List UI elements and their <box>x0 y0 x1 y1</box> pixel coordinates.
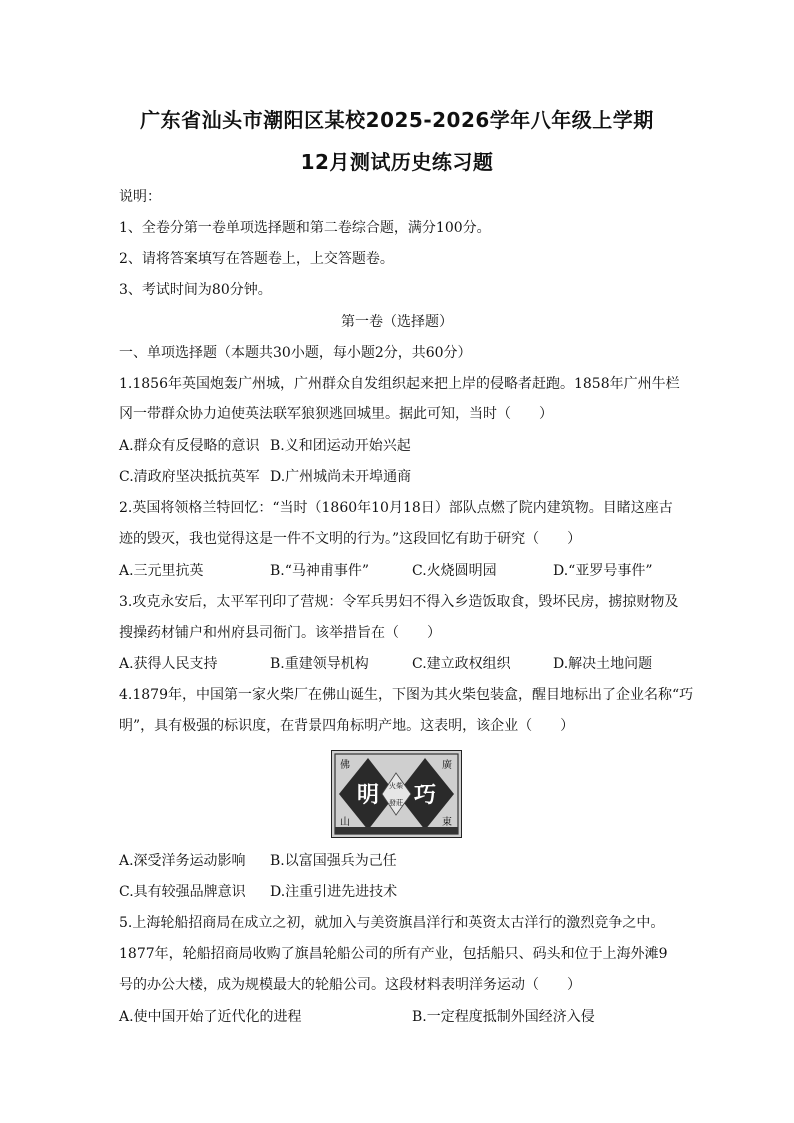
q1-option-d: D.广州城尚未开埠通商 <box>270 469 412 485</box>
q2-option-a: A.三元里抗英 <box>119 563 204 579</box>
note-item: 1、全卷分第一卷单项选择题和第二卷综合题，满分100分。 <box>119 220 491 236</box>
question-5-line: 号的办公大楼，成为规模最大的轮船公司。这段材料表明洋务运动（ ） <box>119 977 581 993</box>
section-title: 第一卷（选择题） <box>341 314 453 330</box>
matchbox-label-image <box>331 750 462 838</box>
logo-corner-dong: 東 <box>442 817 452 828</box>
question-5-line: 5.上海轮船招商局在成立之初，就加入与美资旗昌洋行和英资太古洋行的激烈竞争之中。 <box>119 915 665 931</box>
logo-corner-shan: 山 <box>340 817 350 828</box>
q1-option-a: A.群众有反侵略的意识 <box>119 438 260 454</box>
q3-option-a: A.获得人民支持 <box>119 656 218 672</box>
exam-title-line2: 12月测试历史练习题 <box>300 150 494 174</box>
logo-corner-guang: 廣 <box>442 760 452 771</box>
q4-option-a: A.深受洋务运动影响 <box>119 853 246 869</box>
question-2-line: 2.英国将领格兰特回忆：“当时（1860年10月18日）部队点燃了院内建筑物。目睹这座古 <box>119 500 673 516</box>
q5-option-a: A.使中国开始了近代化的进程 <box>119 1009 302 1025</box>
question-3-line: 搜操药材铺户和州府县司衙门。该举措旨在（ ） <box>119 625 441 641</box>
q4-option-b: B.以富国强兵为己任 <box>270 853 397 869</box>
part-title: 一、单项选择题（本题共30小题，每小题2分，共60分） <box>119 345 472 361</box>
q1-option-c: C.清政府坚决抵抗英军 <box>119 469 260 485</box>
logo-center-top: 火柴 <box>389 782 403 790</box>
question-5-line: 1877年，轮船招商局收购了旗昌轮船公司的所有产业，包括船只、码头和位于上海外滩9 <box>119 946 668 962</box>
note-item: 3、考试时间为80分钟。 <box>119 282 272 298</box>
question-1-line: 冈一带群众协力迫使英法联军狼狈逃回城里。据此可知，当时（ ） <box>119 406 553 422</box>
logo-corner-fo: 佛 <box>340 760 350 771</box>
q2-option-c: C.火烧圆明园 <box>412 563 497 579</box>
notes-label: 说明： <box>119 189 161 205</box>
logo-center-bottom: 發莊 <box>389 799 403 807</box>
question-4-line: 明”，具有极强的标识度，在背景四角标明产地。这表明，该企业（ ） <box>119 718 575 734</box>
q3-option-d: D.解决土地问题 <box>553 656 653 672</box>
q5-option-b: B.一定程度抵制外国经济入侵 <box>412 1009 595 1025</box>
q1-option-b: B.义和团运动开始兴起 <box>270 438 411 454</box>
question-3-line: 3.攻克永安后，太平军刊印了营规：令军兵男妇不得入乡造饭取食，毁坏民房，掳掠财物及 <box>119 594 679 610</box>
q3-option-c: C.建立政权组织 <box>412 656 511 672</box>
note-item: 2、请将答案填写在答题卷上，上交答题卷。 <box>119 251 394 267</box>
q2-option-d: D.“亚罗号事件” <box>553 563 653 579</box>
logo-char-qiao: 巧 <box>413 783 437 808</box>
logo-char-ming: 明 <box>356 783 380 808</box>
question-2-line: 迹的毁灭，我也觉得这是一件不文明的行为。”这段回忆有助于研究（ ） <box>119 531 582 547</box>
q4-option-d: D.注重引进先进技术 <box>270 884 398 900</box>
question-1-line: 1.1856年英国炮轰广州城，广州群众自发组织起来把上岸的侵略者赶跑。1858年广州牛栏 <box>119 376 680 392</box>
q3-option-b: B.重建领导机构 <box>270 656 369 672</box>
q4-option-c: C.具有较强品牌意识 <box>119 884 246 900</box>
q2-option-b: B.“马神甫事件” <box>270 563 370 579</box>
question-4-line: 4.1879年，中国第一家火柴厂在佛山诞生，下图为其火柴包装盒，醒目地标出了企业名称“巧 <box>119 687 694 703</box>
exam-title-line1: 广东省汕头市潮阳区某校2025-2026学年八年级上学期 <box>140 108 654 132</box>
